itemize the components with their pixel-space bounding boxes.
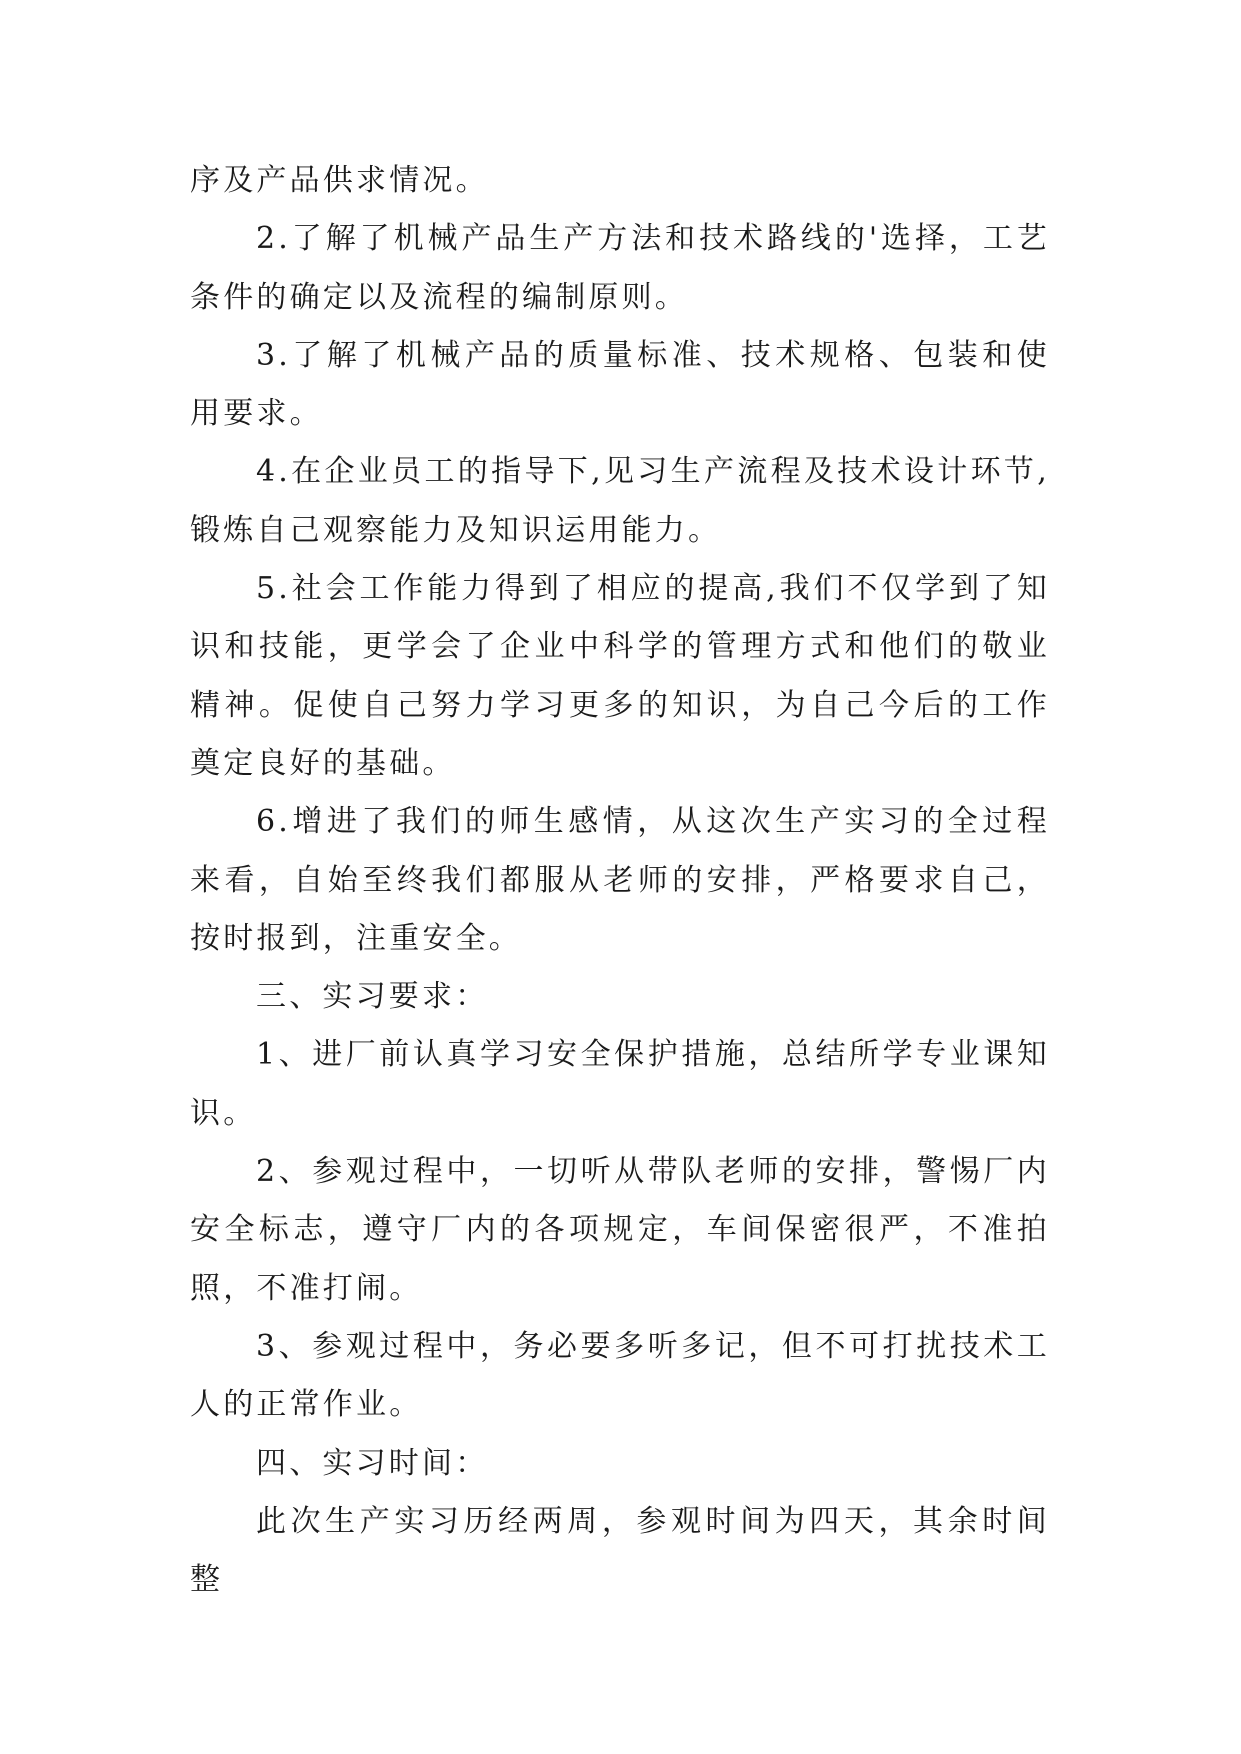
paragraph-item-2: 2.了解了机械产品生产方法和技术路线的'选择，工艺条件的确定以及流程的编制原则。	[190, 221, 1050, 315]
paragraph-time: 此次生产实习历经两周，参观时间为四天，其余时间整	[190, 1503, 1050, 1598]
document-body	[190, 152, 1050, 1609]
paragraph-item-5: 5.社会工作能力得到了相应的提高,我们不仅学到了知识和技能，更学会了企业中科学的管理方式和他们的敬业精神。促使自己努力学习更多的知识，为自己今后的工作奠定良好的基础。	[190, 571, 1050, 781]
paragraph-item-3: 3.了解了机械产品的质量标准、技术规格、包装和使用要求。	[190, 337, 1050, 432]
paragraph-continuation: 序及产品供求情况。	[190, 163, 489, 198]
section-heading-requirements: 三、实习要求：	[256, 979, 489, 1015]
requirement-item-3: 3、参观过程中，务必要多听多记，但不可打扰技术工人的正常作业。	[190, 1328, 1050, 1423]
paragraph-item-4: 4.在企业员工的指导下,见习生产流程及技术设计环节,锻炼自己观察能力及知识运用能力。	[190, 454, 1050, 548]
requirement-item-1: 1、进厂前认真学习安全保护措施，总结所学专业课知识。	[190, 1037, 1050, 1131]
requirement-item-2: 2、参观过程中，一切听从带队老师的安排，警惕厂内安全标志，遵守厂内的各项规定，车间保密很严，不准拍照，不准打闹。	[190, 1154, 1050, 1306]
section-heading-time: 四、实习时间：	[256, 1445, 489, 1481]
paragraph-item-6: 6.增进了我们的师生感情，从这次生产实习的全过程来看，自始至终我们都服从老师的安排，严格要求自己，按时报到，注重安全。	[190, 804, 1050, 956]
